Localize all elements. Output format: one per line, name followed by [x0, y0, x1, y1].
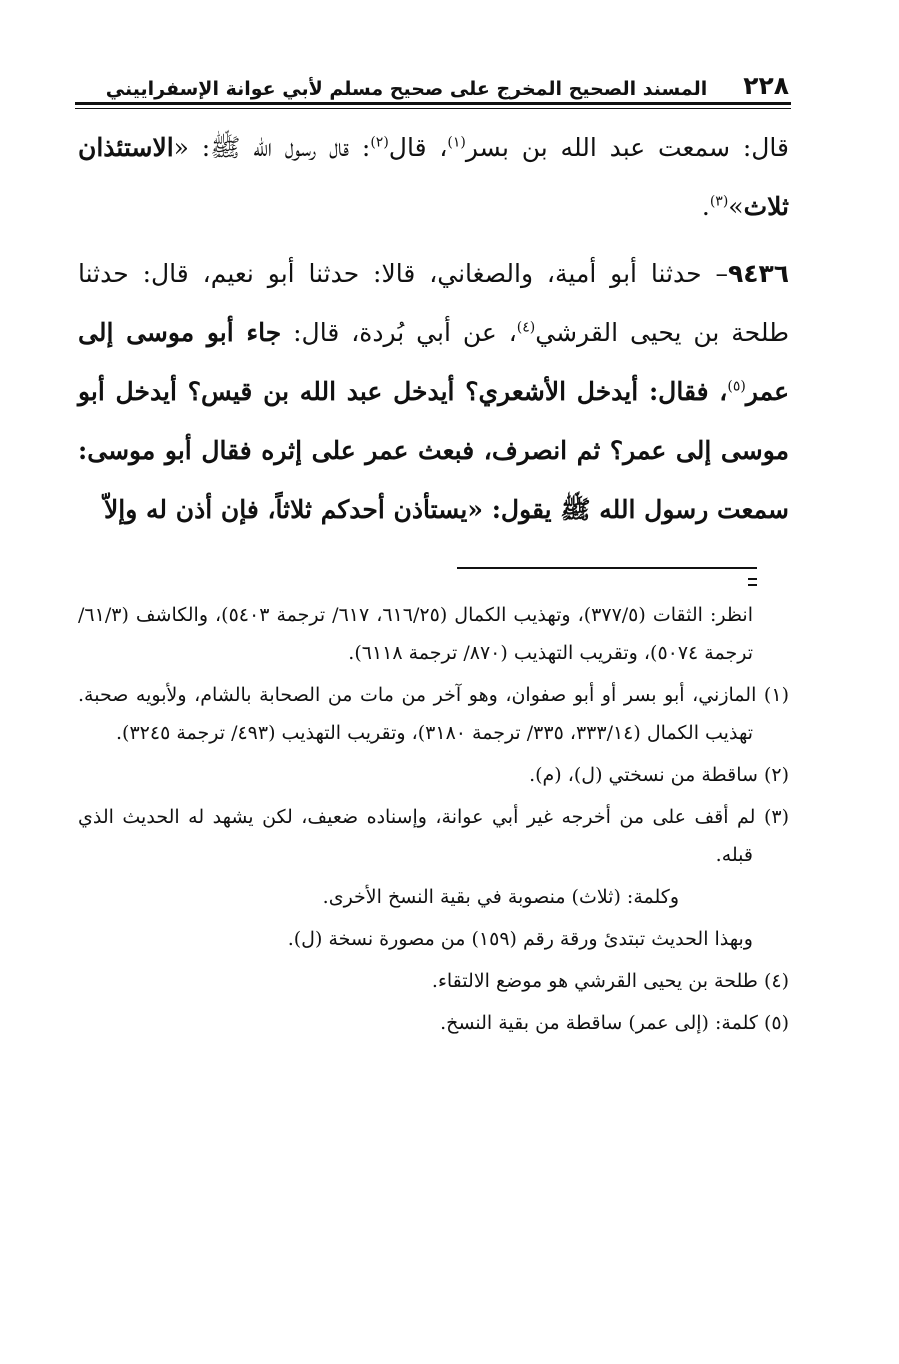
paragraph-1	[78, 118, 789, 236]
hadith-text-bold: الاستئذان ثلاث	[78, 133, 789, 221]
paragraph-2	[78, 244, 789, 539]
footnote-1: (١) المازني، أبو بسر أو أبو صفوان، وهو آخر من مات من الصحابة بالشام، ولأبويه صحبة. تهذيب الكمال (٣٣٣/١٤، ٣٣٥/ ترجمة ٣١٨٠)، وتقريب التهذيب (٤٩٣/ ترجمة ٣٢٤٥).	[78, 684, 789, 744]
text-run: – حدثنا أبو أمية، والصغاني، قالا: حدثنا أبو نعيم، قال: حدثنا طلحة بن يحيى القرشي	[78, 259, 789, 347]
hadith-text-bold: ، فقال: أيدخل الأشعري؟ أيدخل عبد الله بن قيس؟ أيدخل أبو موسى إلى عمر؟ ثم انصرف، فبعث عمر على إثره فقال أبو موسى: سمعت رسول الله ﷺ يقول: «يستأذن أحدكم ثلاثاً، فإن أذن له وإلاّ	[78, 377, 789, 524]
footnote-4: (٤) طلحة بن يحيى القرشي هو موضع الالتقاء.	[431, 970, 789, 992]
hadith-number: ٩٤٣٦	[727, 259, 789, 288]
footnote-3-extra: وبهذا الحديث تبتدئ ورقة رقم (١٥٩) من مصورة نسخة (ل).	[287, 928, 753, 950]
continuation-mark	[748, 578, 757, 580]
main-text	[78, 118, 789, 547]
header-rule-thick	[75, 102, 791, 105]
footnote-separator	[457, 567, 757, 569]
text-run: .	[701, 192, 710, 221]
footnote-ref: (٥)	[727, 378, 746, 395]
footnote-3: (٣) لم أقف على من أخرجه غير أبي عوانة، وإسناده ضعيف، لكن يشهد له الحديث الذي قبله.	[78, 806, 789, 866]
footnote-3-extra: وكلمة: (ثلاث) منصوبة في بقية النسخ الأخرى.	[322, 886, 679, 908]
hadith-text-bold: جاء أبو موسى إلى عمر	[78, 318, 789, 406]
footnote-ref: (٢)	[370, 134, 389, 151]
text-run: : قال رسول الله ﷺ: «	[173, 133, 371, 162]
footnotes	[78, 596, 789, 1046]
footnote-continued: انظر: الثقات (٣٧٧/٥)، وتهذيب الكمال (٦١٦/٢٥، ٦١٧/ ترجمة ٥٤٠٣)، والكاشف (٦١/٣/ ترجمة ٥٠٧٤)، وتقريب التهذيب (٨٧٠/ ترجمة ٦١١٨).	[78, 604, 753, 664]
text-run: ، قال	[388, 133, 448, 162]
page-number: ٢٢٨	[743, 71, 789, 100]
footnote-ref: (٤)	[516, 319, 536, 336]
footnote-ref: (١)	[447, 134, 466, 151]
footnote-2: (٢) ساقطة من نسختي (ل)، (م).	[529, 764, 789, 786]
header-rule-thin	[75, 108, 791, 109]
footnote-ref: (٣)	[709, 193, 729, 210]
running-title: المسند الصحيح المخرج على صحيح مسلم لأبي عوانة الإسفراييني	[105, 78, 708, 100]
page-header	[78, 66, 789, 100]
text-run: قال: سمعت عبد الله بن بسر	[465, 133, 789, 162]
continuation-mark	[748, 584, 757, 586]
text-run: »	[728, 192, 744, 221]
footnote-5: (٥) كلمة: (إلى عمر) ساقطة من بقية النسخ.	[440, 1012, 789, 1034]
text-run: ، عن أبي بُردة، قال:	[281, 318, 517, 347]
